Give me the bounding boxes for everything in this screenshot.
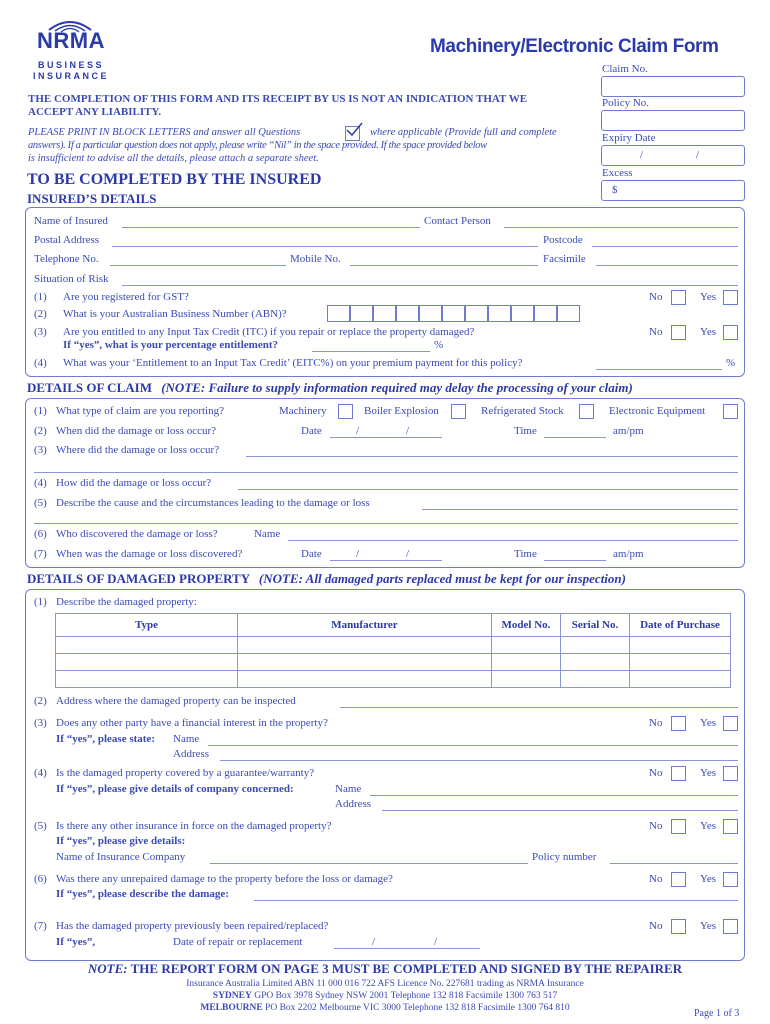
cause-field[interactable] <box>422 509 738 510</box>
telephone-field[interactable] <box>110 265 286 266</box>
liability-notice-2: ACCEPT ANY LIABILITY. <box>28 106 162 118</box>
table-cell[interactable] <box>630 671 731 688</box>
telephone-label: Telephone No. <box>34 253 99 265</box>
col-date-of-purchase: Date of Purchase <box>630 614 731 637</box>
page-number: Page 1 of 3 <box>694 1008 740 1019</box>
claim-no-label: Claim No. <box>602 63 648 75</box>
machinery-label: Machinery <box>279 405 327 417</box>
warranty-name-field[interactable] <box>370 795 738 796</box>
loss-date-q-num: (2) <box>34 425 47 437</box>
financial-no-checkbox[interactable] <box>671 716 686 731</box>
unrepaired-question: Was there any unrepaired damage to the property before the loss or damage? <box>56 873 393 885</box>
excess-label: Excess <box>602 167 633 179</box>
discovered-date-sep-1: / <box>356 548 360 560</box>
property-heading-text: DETAILS OF DAMAGED PROPERTY <box>27 571 250 586</box>
form-title: Machinery/Electronic Claim Form <box>430 36 719 57</box>
postal-address-field[interactable] <box>112 246 538 247</box>
property-heading-note: (NOTE: All damaged parts replaced must be kept for our inspection) <box>258 571 626 586</box>
facsimile-field[interactable] <box>596 265 738 266</box>
discovered-q-num: (6) <box>34 528 47 540</box>
repaired-no-label: No <box>649 920 663 932</box>
facsimile-label: Facsimile <box>543 253 586 265</box>
abn-digit-box[interactable] <box>465 305 488 322</box>
warranty-yes-checkbox[interactable] <box>723 766 738 781</box>
eitc-q-num: (4) <box>34 357 47 369</box>
policy-number-field[interactable] <box>610 863 738 864</box>
refrigerated-checkbox[interactable] <box>579 404 594 419</box>
repair-date-sep-2: / <box>434 936 438 948</box>
melbourne-address <box>0 1003 770 1013</box>
claim-type-question: What type of claim are you reporting? <box>56 405 224 417</box>
loss-date-sep-1: / <box>356 425 360 437</box>
itc-yes-checkbox[interactable] <box>723 325 738 340</box>
inspect-question: Address where the damaged property can be inspected <box>56 695 296 707</box>
unrepaired-yes-label: Yes <box>700 873 717 885</box>
claim-heading-text: DETAILS OF CLAIM <box>27 380 152 395</box>
abn-digit-box[interactable] <box>557 305 580 322</box>
financial-address-field[interactable] <box>220 760 738 761</box>
print-instruction-3: is insufficient to advise all the details, please attach a separate sheet. <box>28 153 319 164</box>
itc-question: Are you entitled to any Input Tax Credit (ITC) if you repair or replace the property damaged? <box>63 326 475 338</box>
abn-question: What is your Australian Business Number (ABN)? <box>63 308 287 320</box>
warranty-question: Is the damaged property covered by a guarantee/warranty? <box>56 767 315 779</box>
warranty-yes-label: Yes <box>700 767 717 779</box>
policy-no-field[interactable] <box>601 110 745 131</box>
itc-percentage-field[interactable] <box>312 351 430 352</box>
unrepaired-q-num: (6) <box>34 873 47 885</box>
cause-field-2[interactable] <box>34 523 738 524</box>
gst-yes-checkbox[interactable] <box>723 290 738 305</box>
postal-address-label: Postal Address <box>34 234 100 246</box>
itc-percentage-label: If “yes”, what is your percentage entitlement? <box>63 339 278 351</box>
contact-person-field[interactable] <box>504 227 738 228</box>
loss-where-question: Where did the damage or loss occur? <box>56 444 220 456</box>
col-manufacturer: Manufacturer <box>238 614 492 637</box>
table-row[interactable] <box>56 654 731 671</box>
other-insurance-q-num: (5) <box>34 820 47 832</box>
table-cell[interactable] <box>238 637 492 654</box>
discovered-name-label: Name <box>254 528 281 540</box>
loss-how-question: How did the damage or loss occur? <box>56 477 212 489</box>
table-cell[interactable] <box>492 637 561 654</box>
sydney-text: GPO Box 3978 Sydney NSW 2001 Telephone 132 818 Facsimile 1300 763 517 <box>254 991 558 1001</box>
warranty-no-checkbox[interactable] <box>671 766 686 781</box>
loss-where-field[interactable] <box>246 456 738 457</box>
describe-question: Describe the damaged property: <box>56 596 197 608</box>
eitc-question: What was your ‘Entitlement to an Input Tax Credit’ (EITC%) on your premium payment for this policy? <box>63 357 523 369</box>
mobile-field[interactable] <box>350 265 538 266</box>
property-heading <box>27 571 626 587</box>
financial-yes-label: Yes <box>700 717 717 729</box>
table-cell[interactable] <box>492 671 561 688</box>
loss-how-q-num: (4) <box>34 477 47 489</box>
gst-yes-label: Yes <box>700 291 717 303</box>
loss-time-field[interactable] <box>544 437 606 438</box>
col-type: Type <box>56 614 238 637</box>
print-instruction-1: PLEASE PRINT IN BLOCK LETTERS and answer all Questions <box>28 127 301 138</box>
table-cell[interactable] <box>492 654 561 671</box>
refrigerated-label: Refrigerated Stock <box>481 405 564 417</box>
mobile-label: Mobile No. <box>290 253 341 265</box>
excess-field[interactable] <box>601 180 745 201</box>
itc-q-num: (3) <box>34 326 47 338</box>
other-insurance-no-label: No <box>649 820 663 832</box>
unrepaired-no-checkbox[interactable] <box>671 872 686 887</box>
repaired-no-checkbox[interactable] <box>671 919 686 934</box>
financial-yes-checkbox[interactable] <box>723 716 738 731</box>
cause-question: Describe the cause and the circumstances leading to the damage or loss <box>56 497 370 509</box>
policy-no-label: Policy No. <box>602 97 650 109</box>
other-insurance-question: Is there any other insurance in force on the damaged property? <box>56 820 332 832</box>
table-row[interactable] <box>56 637 731 654</box>
repaired-yes-checkbox[interactable] <box>723 919 738 934</box>
expiry-date-label: Expiry Date <box>602 132 656 144</box>
nrma-logo <box>26 16 116 86</box>
postcode-field[interactable] <box>592 246 738 247</box>
excess-currency: $ <box>612 184 618 196</box>
claim-heading-note: (NOTE: Failure to supply information required may delay the processing of your claim) <box>161 380 633 395</box>
warranty-details-label: If “yes”, please give details of company concerned: <box>56 783 294 795</box>
loss-date-field[interactable] <box>330 437 442 438</box>
discovered-time-field[interactable] <box>544 560 606 561</box>
financial-question: Does any other party have a financial interest in the property? <box>56 717 328 729</box>
machinery-checkbox[interactable] <box>338 404 353 419</box>
warranty-address-field[interactable] <box>382 810 738 811</box>
table-cell[interactable] <box>561 654 630 671</box>
melbourne-text: PO Box 2202 Melbourne VIC 3000 Telephone 132 818 Facsimile 1300 764 810 <box>265 1003 570 1013</box>
table-cell[interactable] <box>630 637 731 654</box>
itc-no-checkbox[interactable] <box>671 325 686 340</box>
table-cell[interactable] <box>56 637 238 654</box>
print-instruction-1b: where applicable (Provide full and complete <box>370 127 557 138</box>
damaged-property-table <box>55 613 731 688</box>
discovered-question: Who discovered the damage or loss? <box>56 528 218 540</box>
discovered-when-q-num: (7) <box>34 548 47 560</box>
postcode-label: Postcode <box>543 234 583 246</box>
warranty-address-label: Address <box>335 798 372 810</box>
insurance-company-field[interactable] <box>210 863 528 864</box>
financial-q-num: (3) <box>34 717 47 729</box>
discovered-ampm-label: am/pm <box>613 548 644 560</box>
describe-q-num: (1) <box>34 596 47 608</box>
table-cell[interactable] <box>238 671 492 688</box>
repaired-question: Has the damaged property previously been repaired/replaced? <box>56 920 329 932</box>
repairer-note-label: NOTE: <box>87 961 128 976</box>
situation-label: Situation of Risk <box>34 273 109 285</box>
insured-heading: TO BE COMPLETED BY THE INSURED <box>27 171 322 188</box>
repair-date-sep-1: / <box>372 936 376 948</box>
loss-ampm-label: am/pm <box>613 425 644 437</box>
table-cell[interactable] <box>238 654 492 671</box>
abn-digit-box[interactable] <box>419 305 442 322</box>
loss-time-label: Time <box>514 425 537 437</box>
cause-q-num: (5) <box>34 497 47 509</box>
repair-date-field[interactable] <box>334 948 480 949</box>
unrepaired-describe-field[interactable] <box>254 900 738 901</box>
abn-q-num: (2) <box>34 308 47 320</box>
table-cell[interactable] <box>561 637 630 654</box>
other-insurance-yes-checkbox[interactable] <box>723 819 738 834</box>
repaired-yes-label: Yes <box>700 920 717 932</box>
discovered-when-question: When was the damage or loss discovered? <box>56 548 243 560</box>
expiry-sep-1: / <box>640 149 644 161</box>
itc-yes-label: Yes <box>700 326 717 338</box>
discovered-name-field[interactable] <box>288 540 738 541</box>
name-of-insured-field[interactable] <box>122 227 420 228</box>
logo-sub-business: BUSINESS <box>37 60 104 70</box>
melbourne-label: MELBOURNE <box>200 1003 263 1013</box>
loss-where-q-num: (3) <box>34 444 47 456</box>
expiry-date-field[interactable] <box>601 145 745 166</box>
boiler-label: Boiler Explosion <box>364 405 439 417</box>
repaired-q-num: (7) <box>34 920 47 932</box>
abn-digit-box[interactable] <box>350 305 373 322</box>
financial-name-field[interactable] <box>208 745 738 746</box>
boiler-checkbox[interactable] <box>451 404 466 419</box>
loss-how-field[interactable] <box>238 489 738 490</box>
other-insurance-no-checkbox[interactable] <box>671 819 686 834</box>
claim-heading <box>27 380 633 396</box>
gst-no-label: No <box>649 291 663 303</box>
loss-date-question: When did the damage or loss occur? <box>56 425 217 437</box>
col-serial-no: Serial No. <box>561 614 630 637</box>
financial-state-label: If “yes”, please state: <box>56 733 155 745</box>
electronic-checkbox[interactable] <box>723 404 738 419</box>
name-of-insured-label: Name of Insured <box>34 215 108 227</box>
gst-q-num: (1) <box>34 291 47 303</box>
repaired-if-yes-label: If “yes”, <box>56 936 96 948</box>
repairer-note <box>0 961 770 977</box>
inspect-q-num: (2) <box>34 695 47 707</box>
unrepaired-describe-label: If “yes”, please describe the damage: <box>56 888 229 900</box>
insurance-company-label: Name of Insurance Company <box>56 851 186 863</box>
table-row[interactable] <box>56 671 731 688</box>
abn-digit-box[interactable] <box>534 305 557 322</box>
financial-name-label: Name <box>173 733 200 745</box>
warranty-name-label: Name <box>335 783 362 795</box>
table-cell[interactable] <box>630 654 731 671</box>
loss-date-sep-2: / <box>406 425 410 437</box>
unrepaired-yes-checkbox[interactable] <box>723 872 738 887</box>
repair-date-label: Date of repair or replacement <box>173 936 303 948</box>
warranty-q-num: (4) <box>34 767 47 779</box>
discovered-time-label: Time <box>514 548 537 560</box>
sydney-address <box>0 991 770 1001</box>
electronic-label: Electronic Equipment <box>609 405 706 417</box>
policy-number-label: Policy number <box>532 851 597 863</box>
financial-no-label: No <box>649 717 663 729</box>
discovered-date-field[interactable] <box>330 560 442 561</box>
other-insurance-details-label: If “yes”, please give details: <box>56 835 186 847</box>
expiry-sep-2: / <box>696 149 700 161</box>
abn-digit-box[interactable] <box>488 305 511 322</box>
col-model-no: Model No. <box>492 614 561 637</box>
repairer-note-text: THE REPORT FORM ON PAGE 3 MUST BE COMPLETED AND SIGNED BY THE REPAIRER <box>130 961 683 976</box>
logo-sub-insurance: INSURANCE <box>32 71 109 81</box>
itc-pct-sign: % <box>434 339 444 351</box>
logo-text: NRMA <box>37 28 105 53</box>
abn-digit-box[interactable] <box>327 305 350 322</box>
table-header-row <box>56 614 731 637</box>
loss-where-field-2[interactable] <box>34 472 738 473</box>
table-cell[interactable] <box>56 654 238 671</box>
tick-example-icon <box>345 126 360 141</box>
itc-no-label: No <box>649 326 663 338</box>
eitc-pct-sign: % <box>726 357 736 369</box>
sydney-label: SYDNEY <box>212 991 252 1001</box>
liability-notice-1: THE COMPLETION OF THIS FORM AND ITS RECEIPT BY US IS NOT AN INDICATION THAT WE <box>28 93 528 105</box>
insured-subheading: INSURED’S DETAILS <box>27 191 157 206</box>
print-instruction-2: answers). If a particular question does not apply, please write “Nil” in the space provided. If the space provided below <box>28 140 487 151</box>
unrepaired-no-label: No <box>649 873 663 885</box>
table-cell[interactable] <box>561 671 630 688</box>
inspect-field[interactable] <box>340 707 738 708</box>
gst-question: Are you registered for GST? <box>63 291 189 303</box>
abn-digit-box[interactable] <box>442 305 465 322</box>
company-details: Insurance Australia Limited ABN 11 000 016 722 AFS Licence No. 227681 trading as NRMA Insurance <box>186 979 584 989</box>
abn-digit-box[interactable] <box>396 305 419 322</box>
abn-digit-box[interactable] <box>373 305 396 322</box>
other-insurance-yes-label: Yes <box>700 820 717 832</box>
loss-date-label: Date <box>301 425 322 437</box>
discovered-date-sep-2: / <box>406 548 410 560</box>
claim-type-q-num: (1) <box>34 405 47 417</box>
claim-no-field[interactable] <box>601 76 745 97</box>
gst-no-checkbox[interactable] <box>671 290 686 305</box>
discovered-date-label: Date <box>301 548 322 560</box>
situation-field[interactable] <box>122 285 738 286</box>
table-cell[interactable] <box>56 671 238 688</box>
abn-digit-box[interactable] <box>511 305 534 322</box>
financial-address-label: Address <box>173 748 210 760</box>
eitc-field[interactable] <box>596 369 722 370</box>
contact-person-label: Contact Person <box>424 215 491 227</box>
warranty-no-label: No <box>649 767 663 779</box>
